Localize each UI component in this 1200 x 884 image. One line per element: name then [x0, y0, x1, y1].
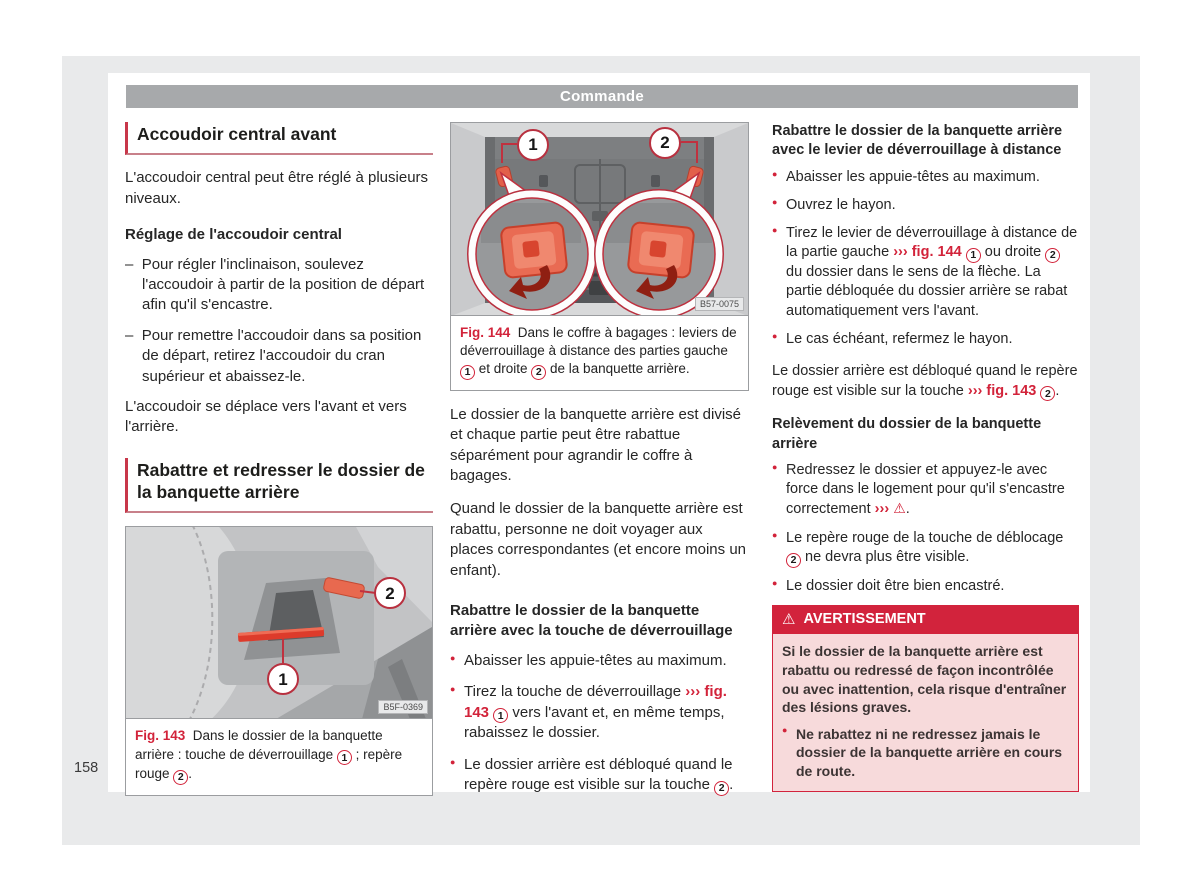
instruction-bullet: ● Le dossier doit être bien encastré.: [772, 577, 1079, 596]
figure-143: [125, 526, 433, 796]
figure-code: B57-0075: [695, 297, 744, 311]
paragraph: Le dossier arrière est débloqué quand le repère rouge est visible sur la touche ››› fig. 143 2 .: [772, 363, 1078, 400]
subsection-title: Rabattre le dossier de la banquette arrière avec la touche de déverrouillage: [450, 602, 733, 640]
instruction-bullet: ● Redressez le dossier et appuyez-le avec force dans le logement pour qu'il s'encastre correctement ››› ⚠.: [772, 461, 1079, 520]
warning-triangle-icon: ⚠: [782, 611, 796, 629]
circled-number: 1: [966, 248, 981, 263]
figure-reference: ›››: [874, 501, 890, 518]
warning-box: [772, 605, 1079, 792]
figure-144-image: [451, 123, 748, 316]
instruction-step: – Pour remettre l'accoudoir dans sa position de départ, retirez l'accoudoir du cran supérieur et abaissez-le.: [125, 326, 433, 387]
warning-title: AVERTISSEMENT: [803, 611, 926, 628]
circled-number: 2: [1045, 248, 1060, 263]
warning-body: [773, 634, 1078, 790]
section-title-banquette: Rabattre et redresser le dossier de la banquette arrière: [125, 458, 433, 514]
subsection-title: Rabattre le dossier de la banquette arrière avec le levier de déverrouillage à distance: [772, 123, 1063, 159]
paragraph: Le dossier de la banquette arrière est divisé et chaque partie peut être rabattue séparément pour agrandir le coffre à bagages.: [450, 405, 742, 485]
warning-header: [773, 606, 1078, 634]
luggage-compartment-illustration: [451, 123, 748, 316]
instruction-bullet: ● Abaisser les appuie-têtes au maximum.: [450, 651, 749, 671]
paragraph: Quand le dossier de la banquette arrière est rabattu, personne ne doit voyager aux places correspondantes (et encore moins un enfant).: [450, 500, 747, 579]
circled-number: 1: [493, 708, 508, 723]
circled-number: 2: [1040, 386, 1055, 401]
figure-reference: ››› fig. 144: [893, 244, 962, 261]
subsection-title: Réglage de l'accoudoir central: [125, 226, 342, 244]
figure-marker: 1: [517, 129, 549, 161]
instruction-bullet: ● Tirez la touche de déverrouillage ››› fig. 143 1 vers l'avant et, en même temps, rabaissez le dossier.: [450, 682, 749, 744]
figure-code: B5F-0369: [378, 700, 428, 714]
circled-number: 2: [531, 365, 546, 380]
figure-143-image: [126, 527, 432, 719]
warning-triangle-icon: ⚠: [893, 500, 906, 517]
figure-144-caption: Fig. 144 Dans le coffre à bagages : leviers de déverrouillage à distance des parties gauche 1 et droite 2 de la banquette arrière.: [460, 325, 737, 379]
column-right: [772, 122, 1079, 792]
instruction-bullet: ● Abaisser les appuie-têtes au maximum.: [772, 168, 1079, 187]
figure-143-caption: Fig. 143 Dans le dossier de la banquette arrière : touche de déverrouillage 1 ; repère rouge 2 .: [135, 728, 403, 784]
column-middle: [450, 122, 749, 807]
paragraph: L'accoudoir se déplace vers l'avant et vers l'arrière.: [125, 397, 407, 436]
figure-reference: Fig. 144: [460, 325, 511, 340]
figure-marker: 2: [649, 127, 681, 159]
instruction-bullet: ● Ouvrez le hayon.: [772, 196, 1079, 215]
circled-number: 1: [460, 365, 475, 380]
warning-bullet: ● Ne rabattez ni ne redressez jamais le dossier de la banquette arrière en cours de route.: [782, 725, 1069, 781]
page-number: 158: [74, 760, 99, 776]
chapter-header: Commande: [126, 85, 1078, 108]
figure-marker: 2: [374, 577, 406, 609]
circled-number: 1: [337, 750, 352, 765]
figure-reference: ››› fig. 143: [464, 683, 727, 721]
subsection-title: Relèvement du dossier de la banquette arrière: [772, 416, 1042, 452]
section-title-accoudoir: Accoudoir central avant: [125, 122, 433, 155]
circled-number: 2: [786, 553, 801, 568]
figure-reference: Fig. 143: [135, 728, 186, 744]
instruction-bullet: ● Le cas échéant, refermez le hayon.: [772, 330, 1079, 349]
instruction-bullet: ● Le dossier arrière est débloqué quand le repère rouge est visible sur la touche 2 .: [450, 755, 749, 796]
instruction-step: – Pour régler l'inclinaison, soulevez l'accoudoir à partir de la position de départ afin qu'il s'encastre.: [125, 255, 433, 316]
circled-number: 2: [714, 781, 729, 796]
figure-144: [450, 122, 749, 391]
circled-number: 2: [173, 770, 188, 785]
instruction-bullet: ● Tirez le levier de déverrouillage à distance de la partie gauche ››› fig. 144 1 ou droite 2 du dossier dans le sens de la flèche. La partie débloquée du dossier arrière se rabat automatiquement vers l'avant.: [772, 224, 1079, 321]
column-left: [125, 122, 433, 796]
figure-marker: 1: [267, 663, 299, 695]
figure-reference: ››› fig. 143: [967, 382, 1037, 399]
warning-text: Si le dossier de la banquette arrière est rabattu ou redressé de façon incontrôlée ou avec inattention, cela risque d'entraîner des lésions graves.: [782, 643, 1067, 716]
paragraph: L'accoudoir central peut être réglé à plusieurs niveaux.: [125, 169, 429, 207]
instruction-bullet: ● Le repère rouge de la touche de déblocage 2 ne devra plus être visible.: [772, 529, 1079, 568]
